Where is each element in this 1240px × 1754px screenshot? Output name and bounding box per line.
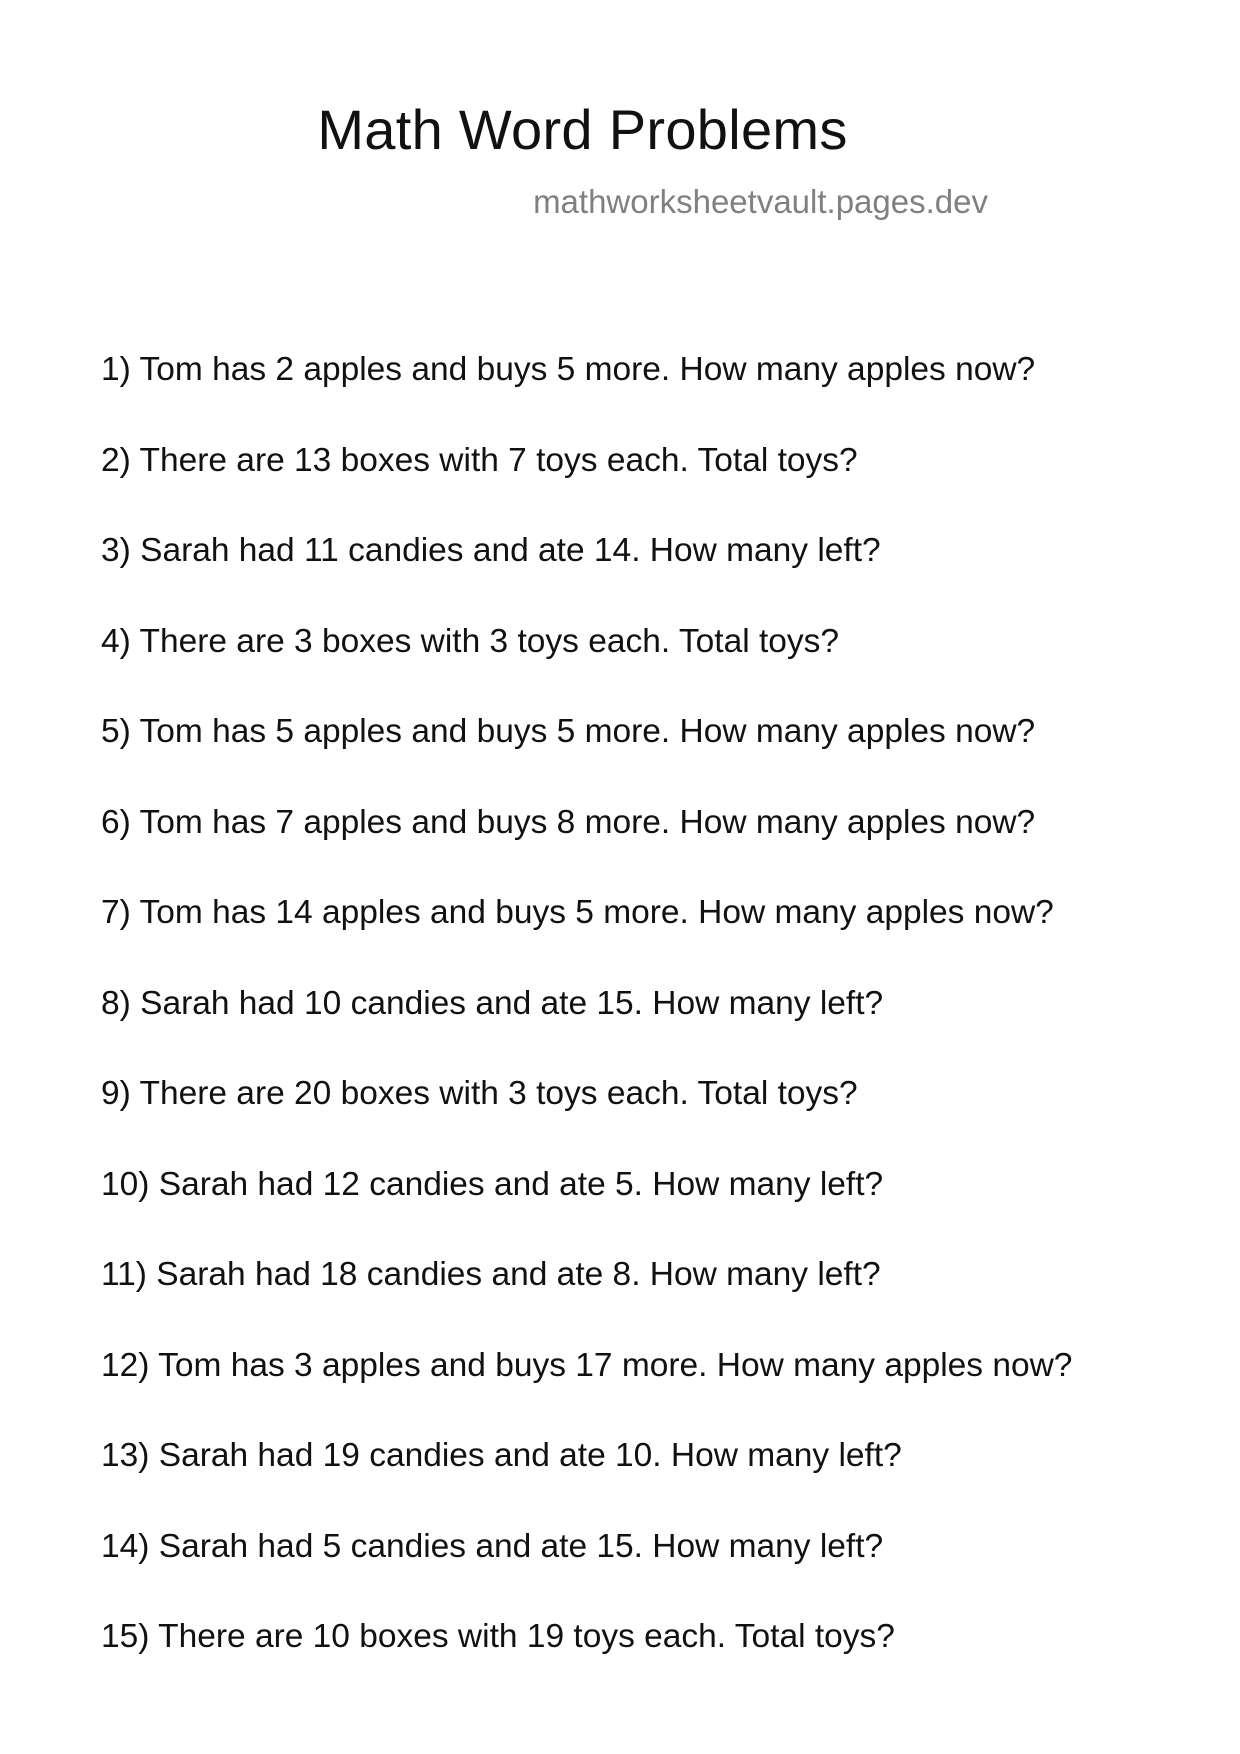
problem-list [101,344,1181,1702]
problem-item: 7) Tom has 14 apples and buys 5 more. How many apples now? [101,894,1054,931]
problem-item: 4) There are 3 boxes with 3 toys each. Total toys? [101,622,840,660]
problem-item: 10) Sarah had 12 candies and ate 5. How many left? [101,1165,884,1203]
problem-item: 11) Sarah had 18 candies and ate 8. How many left? [101,1256,881,1293]
problem-item: 1) Tom has 2 apples and buys 5 more. How many apples now? [101,351,1036,388]
problem-item: 3) Sarah had 11 candies and ate 14. How many left? [101,532,881,569]
problem-item: 8) Sarah had 10 candies and ate 15. How many left? [101,984,884,1022]
problem-item: 15) There are 10 boxes with 19 toys each. Total toys? [101,1618,895,1655]
problem-item: 5) Tom has 5 apples and buys 5 more. How many apples now? [101,713,1036,750]
problem-item: 6) Tom has 7 apples and buys 8 more. How many apples now? [101,803,1036,841]
problem-item: 14) Sarah had 5 candies and ate 15. How many left? [101,1527,884,1565]
problem-item: 9) There are 20 boxes with 3 toys each. Total toys? [101,1075,858,1112]
source-url: mathworksheetvault.pages.dev [533,183,988,220]
problem-item: 12) Tom has 3 apples and buys 17 more. How many apples now? [101,1346,1073,1384]
problem-item: 2) There are 13 boxes with 7 toys each. Total toys? [101,441,858,479]
page-title: Math Word Problems [317,98,848,161]
problem-item: 13) Sarah had 19 candies and ate 10. How many left? [101,1437,902,1474]
